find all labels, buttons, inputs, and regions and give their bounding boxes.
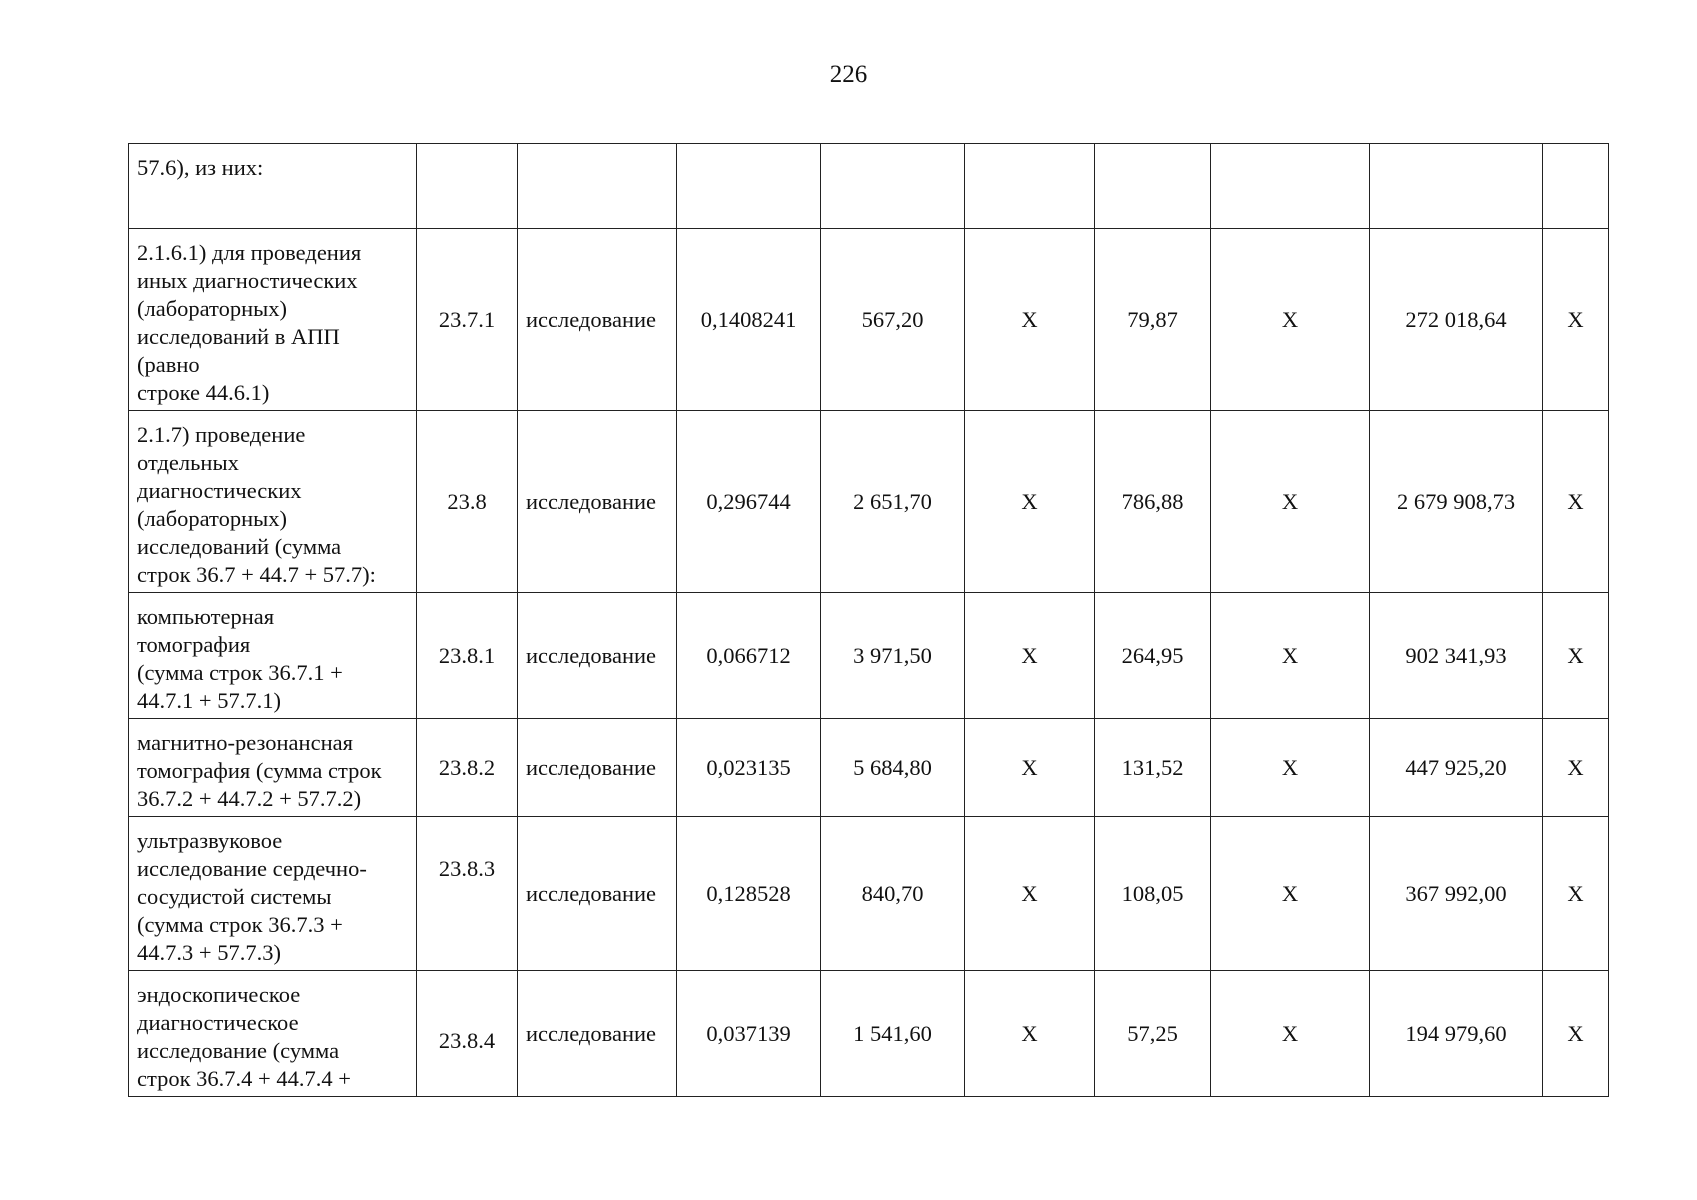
row-value-cell: 5 684,80 [821, 719, 965, 817]
row-name-cell: 2.1.7) проведение отдельных диагностических (лабораторных) исследований (сумма строк 36.7 + 44.7 + 57.7): [129, 411, 417, 593]
row-value-cell: 2 679 908,73 [1370, 411, 1543, 593]
row-name-cell: компьютерная томография (сумма строк 36.7.1 + 44.7.1 + 57.7.1) [129, 593, 417, 719]
row-code-cell [417, 144, 518, 229]
row-unit-cell [518, 144, 677, 229]
row-value-cell [677, 144, 821, 229]
row-name-cell: ультразвуковое исследование сердечно- сосудистой системы (сумма строк 36.7.3 + 44.7.3 + 57.7.3) [129, 817, 417, 971]
row-value-cell: 57,25 [1095, 971, 1211, 1097]
row-unit-cell: исследование [518, 593, 677, 719]
row-value-cell [1211, 144, 1370, 229]
table-row [129, 817, 1609, 971]
row-value-cell [1543, 144, 1609, 229]
table-row [129, 144, 1609, 229]
row-code-cell: 23.8 [417, 411, 518, 593]
row-value-cell: X [965, 719, 1095, 817]
table-row [129, 971, 1609, 1097]
row-unit-cell: исследование [518, 411, 677, 593]
row-value-cell [1095, 144, 1211, 229]
page-number: 226 [829, 61, 868, 88]
row-value-cell: 367 992,00 [1370, 817, 1543, 971]
row-code-cell: 23.8.4 [417, 971, 518, 1097]
table-row [129, 229, 1609, 411]
row-value-cell: 79,87 [1095, 229, 1211, 411]
row-value-cell: 131,52 [1095, 719, 1211, 817]
row-value-cell: X [1543, 593, 1609, 719]
row-value-cell: 108,05 [1095, 817, 1211, 971]
row-value-cell: 0,296744 [677, 411, 821, 593]
row-value-cell [821, 144, 965, 229]
row-value-cell: 1 541,60 [821, 971, 965, 1097]
table-row [129, 411, 1609, 593]
row-value-cell: 902 341,93 [1370, 593, 1543, 719]
row-value-cell: 272 018,64 [1370, 229, 1543, 411]
row-unit-cell: исследование [518, 719, 677, 817]
row-value-cell: 567,20 [821, 229, 965, 411]
row-value-cell: X [1211, 817, 1370, 971]
row-value-cell: X [965, 593, 1095, 719]
row-value-cell: X [1211, 719, 1370, 817]
row-name-cell: 57.6), из них: [129, 144, 417, 229]
row-value-cell: 0,1408241 [677, 229, 821, 411]
row-value-cell: X [1543, 817, 1609, 971]
row-value-cell: X [1211, 229, 1370, 411]
row-value-cell: X [1543, 229, 1609, 411]
row-value-cell: X [1211, 593, 1370, 719]
row-value-cell: X [965, 411, 1095, 593]
row-value-cell: 840,70 [821, 817, 965, 971]
row-value-cell: X [1211, 971, 1370, 1097]
row-code-cell: 23.8.1 [417, 593, 518, 719]
row-value-cell: 0,066712 [677, 593, 821, 719]
row-value-cell: X [1211, 411, 1370, 593]
row-unit-cell: исследование [518, 229, 677, 411]
data-table [128, 143, 1609, 1097]
row-value-cell: 447 925,20 [1370, 719, 1543, 817]
row-value-cell: 0,128528 [677, 817, 821, 971]
row-name-cell: 2.1.6.1) для проведения иных диагностических (лабораторных) исследований в АПП (равно строке 44.6.1) [129, 229, 417, 411]
row-value-cell: 194 979,60 [1370, 971, 1543, 1097]
row-value-cell: X [1543, 719, 1609, 817]
row-name-cell: эндоскопическое диагностическое исследование (сумма строк 36.7.4 + 44.7.4 + [129, 971, 417, 1097]
row-value-cell: X [965, 817, 1095, 971]
row-code-cell: 23.8.3 [417, 817, 518, 971]
row-value-cell: X [1543, 971, 1609, 1097]
row-value-cell [965, 144, 1095, 229]
row-code-cell: 23.8.2 [417, 719, 518, 817]
row-value-cell: 3 971,50 [821, 593, 965, 719]
row-value-cell: 0,037139 [677, 971, 821, 1097]
row-code-cell: 23.7.1 [417, 229, 518, 411]
row-value-cell: X [965, 229, 1095, 411]
table-row [129, 719, 1609, 817]
row-unit-cell: исследование [518, 817, 677, 971]
table-row [129, 593, 1609, 719]
row-value-cell: X [965, 971, 1095, 1097]
row-value-cell: X [1543, 411, 1609, 593]
row-unit-cell: исследование [518, 971, 677, 1097]
row-value-cell: 264,95 [1095, 593, 1211, 719]
row-value-cell [1370, 144, 1543, 229]
row-value-cell: 786,88 [1095, 411, 1211, 593]
row-value-cell: 2 651,70 [821, 411, 965, 593]
row-name-cell: магнитно-резонансная томография (сумма строк 36.7.2 + 44.7.2 + 57.7.2) [129, 719, 417, 817]
row-value-cell: 0,023135 [677, 719, 821, 817]
